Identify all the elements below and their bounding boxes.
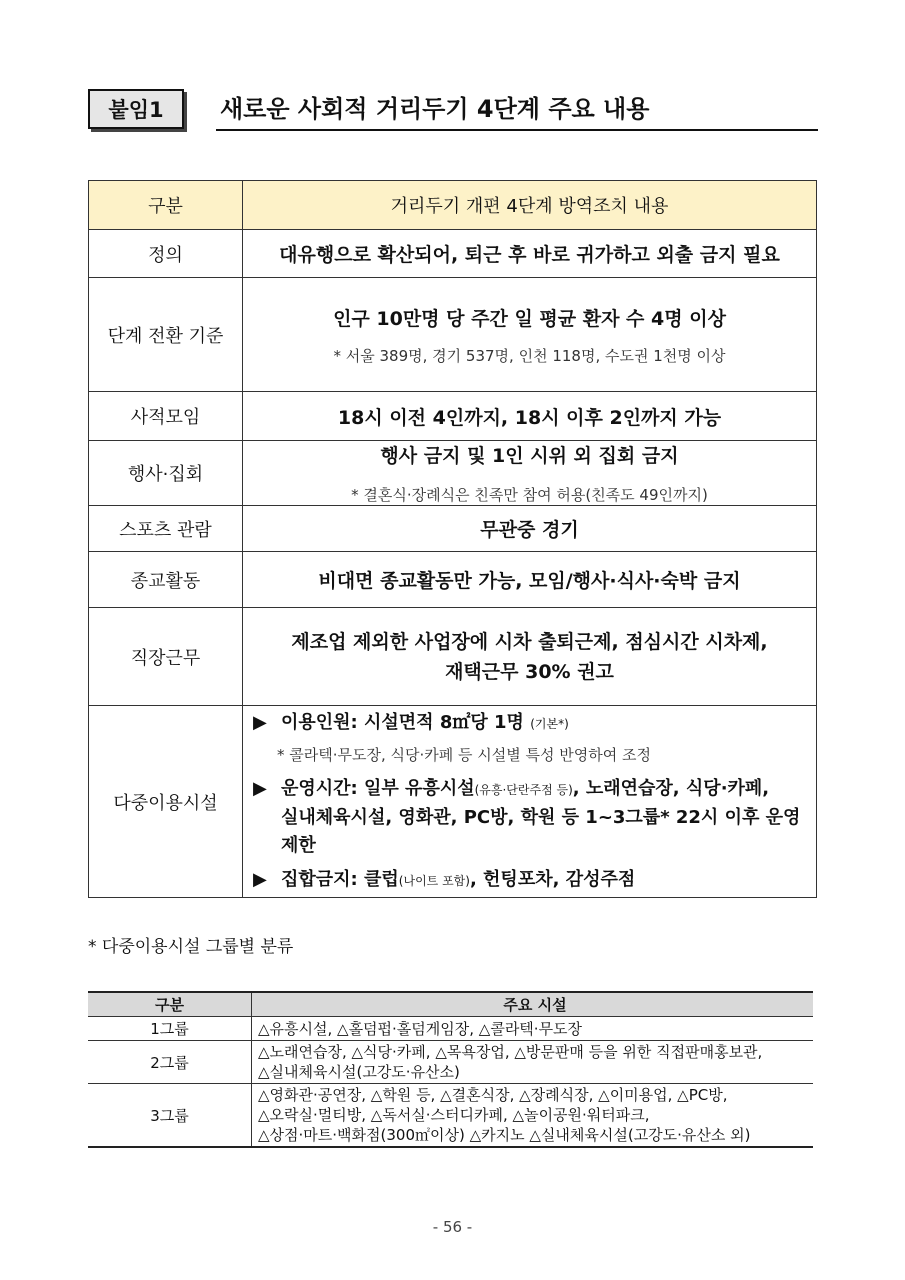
row-label: 직장근무 bbox=[89, 608, 243, 706]
group-header-value: 주요 시설 bbox=[252, 992, 814, 1017]
item-text: , 노래연습장, 식당·카페, bbox=[572, 777, 770, 799]
row-label: 정의 bbox=[89, 230, 243, 278]
group-table bbox=[88, 991, 813, 1148]
row-value bbox=[243, 441, 817, 506]
group-section-title: * 다중이용시설 그룹별 분류 bbox=[88, 937, 294, 957]
row-value bbox=[243, 706, 817, 898]
triangle-bullet-icon: ▶ bbox=[253, 711, 267, 733]
table-row bbox=[89, 278, 817, 392]
table-row bbox=[89, 706, 817, 898]
group-facilities bbox=[252, 1017, 814, 1041]
facility-line: △오락실·멀티방, △독서실·스터디카페, △놀이공원·워터파크, bbox=[258, 1106, 650, 1124]
item-note: (기본*) bbox=[530, 716, 569, 731]
page-number: - 56 - bbox=[432, 1218, 473, 1236]
group-facilities bbox=[252, 1041, 814, 1084]
measures-table bbox=[88, 180, 817, 898]
item-text: 이용인원: 시설면적 8㎡당 1명 bbox=[281, 711, 524, 733]
list-item bbox=[253, 866, 810, 895]
table-row bbox=[88, 1084, 813, 1148]
group-label: 2그룹 bbox=[88, 1041, 252, 1084]
group-label: 3그룹 bbox=[88, 1084, 252, 1148]
row-value bbox=[243, 278, 817, 392]
table-row bbox=[89, 506, 817, 552]
item-note: (나이트 포함) bbox=[398, 873, 470, 888]
attachment-badge: 붙임1 bbox=[88, 89, 184, 129]
item-text: , 헌팅포차, 감성주점 bbox=[469, 868, 636, 890]
row-value: 비대면 종교활동만 가능, 모임/행사·식사·숙박 금지 bbox=[243, 552, 817, 608]
list-item bbox=[253, 775, 810, 860]
events-value: 행사 금지 및 1인 시위 외 집회 금지 bbox=[380, 445, 679, 467]
events-note: * 결혼식·장례식은 친족만 참여 허용(친족도 49인까지) bbox=[351, 486, 708, 504]
item-note: (유흥·단란주점 등) bbox=[474, 782, 573, 797]
group-label: 1그룹 bbox=[88, 1017, 252, 1041]
row-value: 무관중 경기 bbox=[243, 506, 817, 552]
group-facilities bbox=[252, 1084, 814, 1148]
work-value-line1: 제조업 제외한 사업장에 시차 출퇴근제, 점심시간 시차제, bbox=[291, 630, 768, 653]
triangle-bullet-icon: ▶ bbox=[253, 777, 267, 799]
row-label: 행사·집회 bbox=[89, 441, 243, 506]
facility-line: △유흥시설, △홀덤펍·홀덤게임장, △콜라텍·무도장 bbox=[258, 1019, 583, 1038]
row-value bbox=[243, 608, 817, 706]
table-row bbox=[89, 392, 817, 441]
page-header bbox=[88, 89, 818, 133]
group-header-row bbox=[88, 992, 813, 1017]
header-label: 구분 bbox=[89, 181, 243, 230]
item-text: 운영시간: 일부 유흥시설 bbox=[281, 777, 475, 799]
criteria-note: * 서울 389명, 경기 537명, 인천 118명, 수도권 1천명 이상 bbox=[333, 346, 726, 365]
group-header-label: 구분 bbox=[88, 992, 252, 1017]
row-label: 단계 전환 기준 bbox=[89, 278, 243, 392]
table-row bbox=[89, 552, 817, 608]
row-label: 스포츠 관람 bbox=[89, 506, 243, 552]
table-row bbox=[89, 441, 817, 506]
triangle-bullet-icon: ▶ bbox=[253, 868, 267, 890]
table-header-row bbox=[89, 181, 817, 230]
list-item bbox=[253, 709, 810, 738]
work-value-line2: 재택근무 30% 권고 bbox=[445, 660, 614, 683]
facility-line: △상점·마트·백화점(300㎡이상) △카지노 △실내체육시설(고강도·유산소 외) bbox=[258, 1126, 751, 1144]
facility-line: △노래연습장, △식당·카페, △목욕장업, △방문판매 등을 위한 직접판매홍보관, bbox=[258, 1043, 763, 1061]
header-value: 거리두기 개편 4단계 방역조치 내용 bbox=[243, 181, 817, 230]
table-row bbox=[89, 230, 817, 278]
row-label: 종교활동 bbox=[89, 552, 243, 608]
facility-line: △실내체육시설(고강도·유산소) bbox=[258, 1063, 460, 1081]
criteria-value: 인구 10만명 당 주간 일 평균 환자 수 4명 이상 bbox=[333, 307, 726, 330]
page-title: 새로운 사회적 거리두기 4단계 주요 내용 bbox=[216, 89, 818, 131]
item-text: 집합금지: 클럽 bbox=[281, 868, 399, 890]
table-row bbox=[88, 1041, 813, 1084]
row-label: 다중이용시설 bbox=[89, 706, 243, 898]
facility-line: △영화관·공연장, △학원 등, △결혼식장, △장례식장, △이미용업, △PC방, bbox=[258, 1086, 728, 1104]
row-value: 18시 이전 4인까지, 18시 이후 2인까지 가능 bbox=[243, 392, 817, 441]
row-label: 사적모임 bbox=[89, 392, 243, 441]
item-text: 실내체육시설, 영화관, PC방, 학원 등 1~3그룹* 22시 이후 운영 제한 bbox=[281, 806, 801, 856]
table-row bbox=[88, 1017, 813, 1041]
row-value: 대유행으로 확산되어, 퇴근 후 바로 귀가하고 외출 금지 필요 bbox=[243, 230, 817, 278]
item-footnote: * 콜라텍·무도장, 식당·카페 등 시설별 특성 반영하여 조정 bbox=[277, 745, 651, 764]
table-row bbox=[89, 608, 817, 706]
